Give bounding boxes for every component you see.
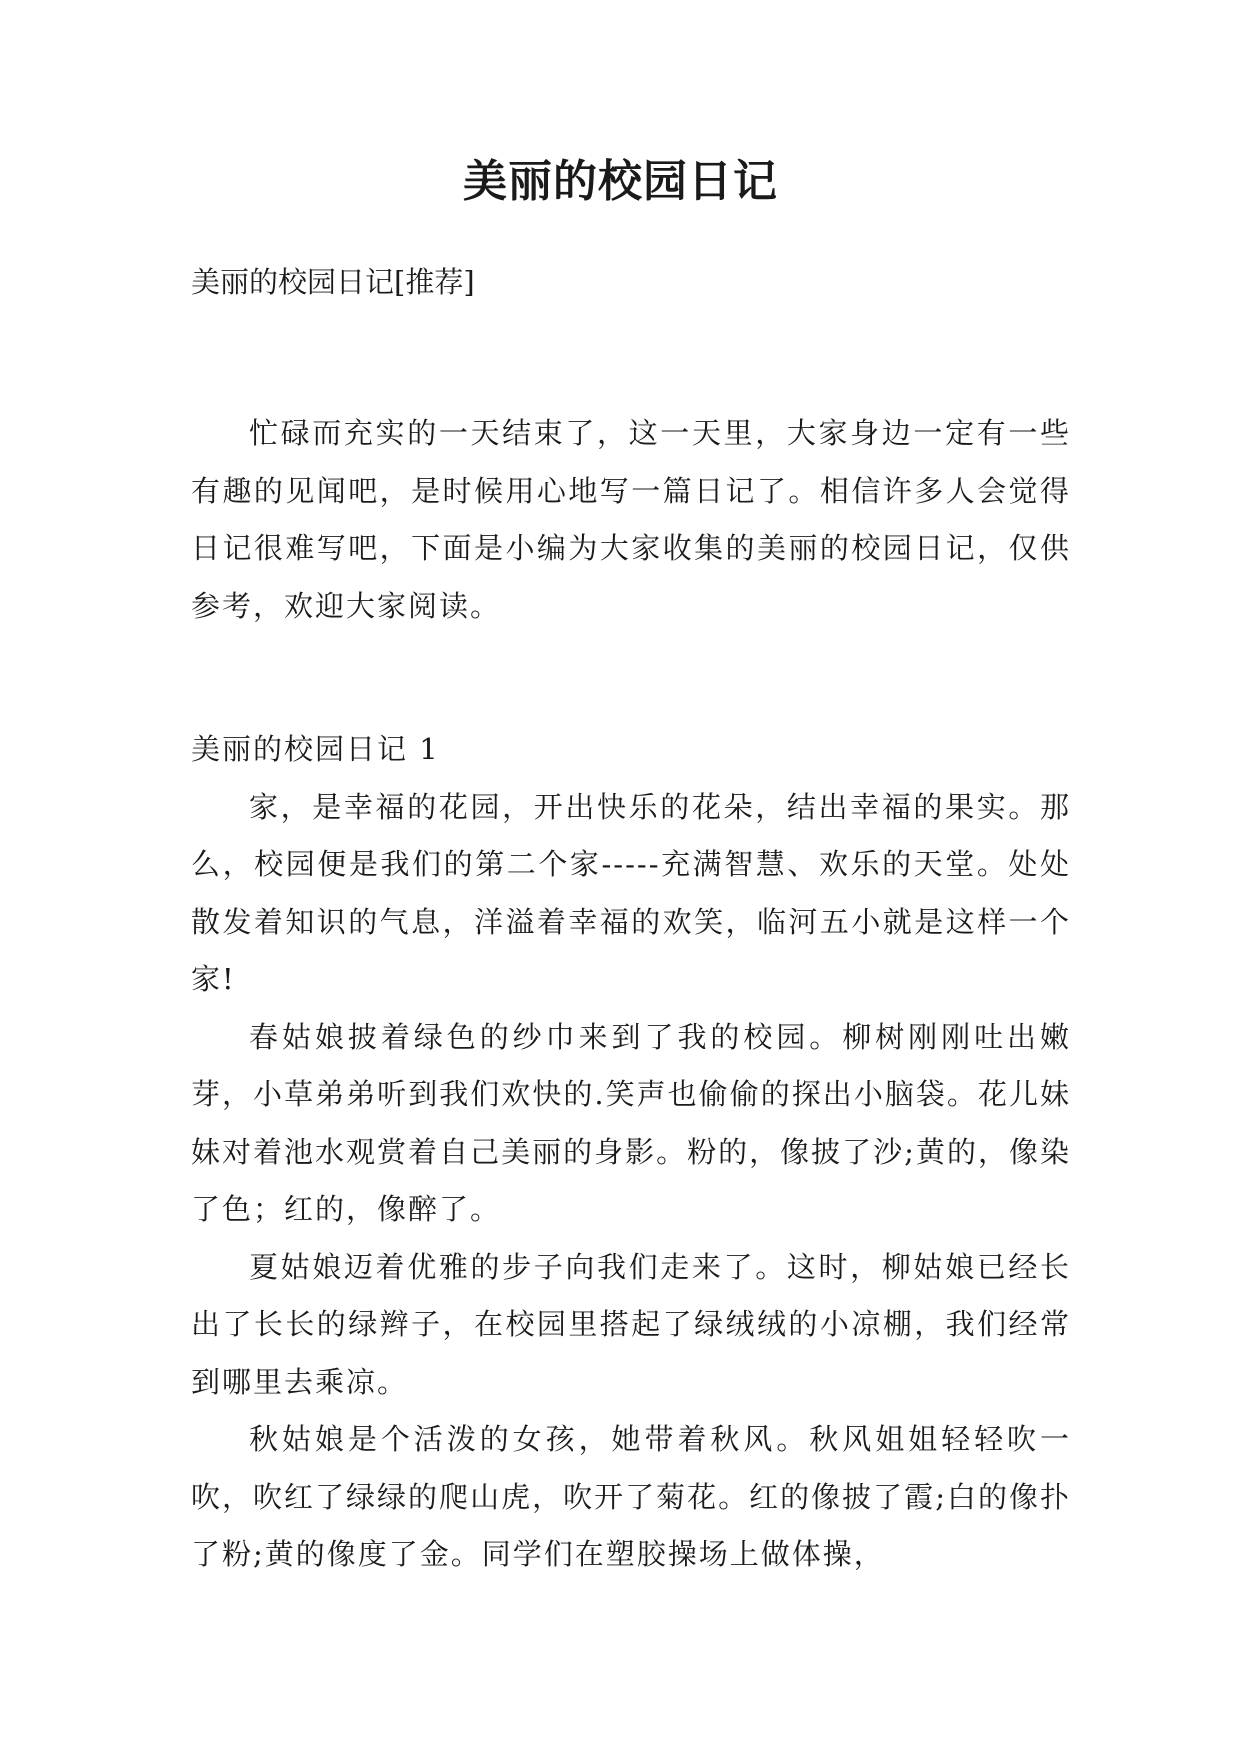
intro-paragraph: 忙碌而充实的一天结束了，这一天里，大家身边一定有一些有趣的见闻吧，是时候用心地写一篇日记了。相信许多人会觉得日记很难写吧，下面是小编为大家收集的美丽的校园日记，仅供参考，欢迎大家阅读。: [191, 416, 1071, 623]
body-paragraph: 秋姑娘是个活泼的女孩，她带着秋风。秋风姐姐轻轻吹一吹，吹红了绿绿的爬山虎，吹开了菊花。红的像披了霞;白的像扑了粉;黄的像度了金。同学们在塑胶操场上做体操，: [191, 1422, 1071, 1571]
body-paragraph: 春姑娘披着绿色的纱巾来到了我的校园。柳树刚刚吐出嫩芽，小草弟弟听到我们欢快的.笑声也偷偷的探出小脑袋。花儿妹妹对着池水观赏着自己美丽的身影。粉的，像披了沙;黄的，像染了色；红的，像醉了。: [191, 1019, 1071, 1226]
document-subtitle: 美丽的校园日记[推荐]: [191, 265, 475, 299]
document-body: [191, 405, 1071, 1584]
section-gap: [191, 635, 1071, 721]
document-title: 美丽的校园日记: [463, 156, 778, 207]
body-paragraph: 家，是幸福的花园，开出快乐的花朵，结出幸福的果实。那么，校园便是我们的第二个家-----充满智慧、欢乐的天堂。处处散发着知识的气息，洋溢着幸福的欢笑，临河五小就是这样一个家!: [191, 789, 1071, 996]
body-paragraph: 夏姑娘迈着优雅的步子向我们走来了。这时，柳姑娘已经长出了长长的绿辫子，在校园里搭起了绿绒绒的小凉棚，我们经常到哪里去乘凉。: [191, 1249, 1071, 1399]
section-heading: 美丽的校园日记 1: [191, 732, 440, 766]
